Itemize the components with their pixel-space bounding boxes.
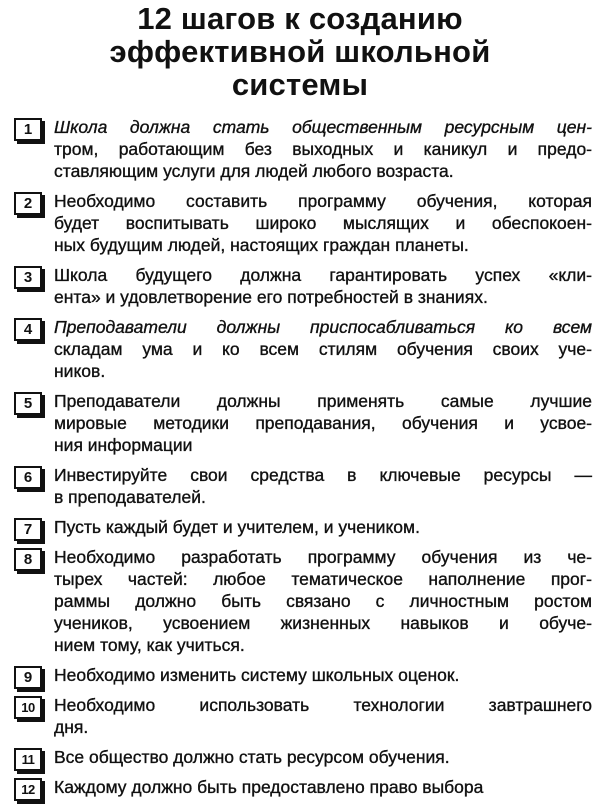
list-item-6	[10, 464, 592, 508]
title-line-1: 12 шагов к созданию	[137, 1, 463, 36]
step-text-line: тырех частей: любое тематическое наполнение прог-	[54, 569, 592, 589]
step-number-badge: 9	[14, 666, 42, 689]
title-line-2: эффективной школьной	[109, 34, 491, 69]
step-text-line: Инвестируйте свои средства в ключевые ресурсы —	[54, 465, 592, 485]
step-text	[54, 190, 592, 256]
step-text-line: Необходимо изменить систему школьных оценок.	[54, 665, 460, 685]
step-text-line: ников.	[54, 361, 106, 381]
step-text	[54, 390, 592, 456]
step-text-line: мировые методики преподавания, обучения и усвое-	[54, 413, 592, 433]
list-item-5	[10, 390, 592, 456]
step-text-line: Школа будущего должна гарантировать успех «кли-	[54, 265, 592, 285]
step-text-line: Преподаватели должны применять самые лучшие	[54, 391, 592, 411]
step-text	[54, 746, 592, 768]
list-item-12	[10, 776, 592, 798]
list-item-11	[10, 746, 592, 768]
step-text-line: Каждому должно быть предоставлено право выбора	[54, 777, 484, 797]
list-item-3	[10, 264, 592, 308]
step-number-badge: 3	[14, 266, 42, 289]
step-text-line: в преподавателей.	[54, 487, 206, 507]
step-text	[54, 464, 592, 508]
step-text	[54, 516, 592, 538]
step-text	[54, 664, 592, 686]
list-item-7	[10, 516, 592, 538]
steps-list	[10, 116, 592, 806]
step-text-line: ента» и удовлетворение его потребностей в знаниях.	[54, 287, 488, 307]
step-text	[54, 316, 592, 382]
step-number-badge: 2	[14, 192, 42, 215]
step-text-line: ния информации	[54, 435, 193, 455]
step-text-line: ставляющим услуги для людей любого возраста.	[54, 161, 454, 181]
list-item-4	[10, 316, 592, 382]
step-text-line: Все общество должно стать ресурсом обучения.	[54, 747, 450, 767]
step-number-badge: 5	[14, 392, 42, 415]
step-number-badge: 4	[14, 318, 42, 341]
list-item-1	[10, 116, 592, 182]
step-number-badge: 1	[14, 118, 42, 141]
step-number-badge: 7	[14, 518, 42, 541]
step-text-line: нием тому, как учиться.	[54, 635, 245, 655]
step-text-line: дня.	[54, 717, 89, 737]
step-number-badge: 10	[14, 696, 42, 719]
list-item-2	[10, 190, 592, 256]
list-item-10	[10, 694, 592, 738]
step-text	[54, 546, 592, 656]
step-text-line: будет воспитывать широко мыслящих и обеспокоен-	[54, 213, 592, 233]
step-text	[54, 776, 592, 798]
step-text-line: Пусть каждый будет и учителем, и учеником.	[54, 517, 420, 537]
step-text-line: тром, работающим без выходных и каникул и предо-	[54, 139, 592, 159]
step-text-line: Необходимо разработать программу обучения из че-	[54, 547, 592, 567]
step-text-line: Необходимо составить программу обучения, которая	[54, 191, 592, 211]
page-title	[0, 2, 600, 101]
step-text-line: учеников, усвоением жизненных навыков и обуче-	[54, 613, 592, 633]
step-text-line: ных будущим людей, настоящих граждан планеты.	[54, 235, 469, 255]
step-text-line: складам ума и ко всем стилям обучения своих уче-	[54, 339, 592, 359]
step-text	[54, 116, 592, 182]
step-text-line: раммы должно быть связано с личностным ростом	[54, 591, 592, 611]
step-number-badge: 12	[14, 778, 42, 801]
list-item-8	[10, 546, 592, 656]
step-text	[54, 264, 592, 308]
title-line-3: системы	[231, 67, 369, 102]
step-text-line: Школа должна стать общественным ресурсным цен-	[54, 117, 592, 137]
step-number-badge: 6	[14, 466, 42, 489]
list-item-9	[10, 664, 592, 686]
step-number-badge: 11	[14, 748, 42, 771]
step-text-line: Необходимо использовать технологии завтрашнего	[54, 695, 592, 715]
step-text	[54, 694, 592, 738]
step-text-line: Преподаватели должны приспосабливаться ко всем	[54, 317, 592, 337]
step-number-badge: 8	[14, 548, 42, 571]
